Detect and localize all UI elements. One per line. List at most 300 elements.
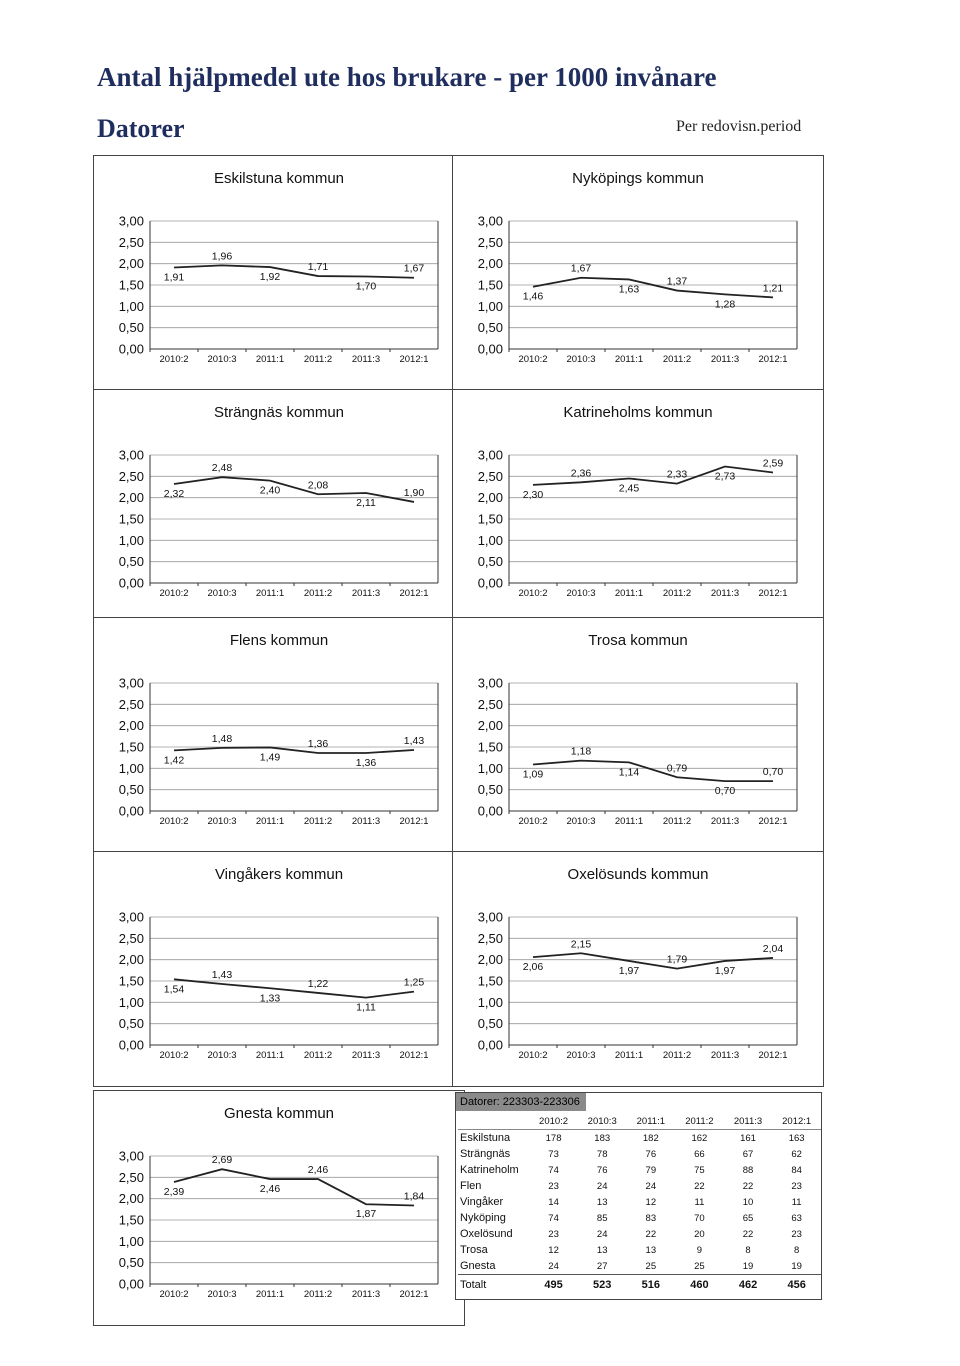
chart-title: Trosa kommun <box>588 632 688 649</box>
x-tick-label: 2011:3 <box>710 816 740 827</box>
table-header-row <box>458 1113 821 1130</box>
row-label: Flen <box>460 1180 482 1192</box>
table-header-blank <box>458 1113 529 1130</box>
data-label: 1,14 <box>618 766 640 779</box>
y-tick-label: 0,00 <box>118 341 144 357</box>
table-title: Datorer: 223303-223306 <box>456 1093 586 1111</box>
x-tick-label: 2011:3 <box>351 1050 381 1061</box>
chart-title: Gnesta kommun <box>223 1105 335 1122</box>
table-cell: 27 <box>596 1260 608 1272</box>
data-label: 1,22 <box>307 977 329 990</box>
table-cell: 19 <box>791 1260 802 1272</box>
y-tick-label: 0,50 <box>477 782 503 798</box>
table-cell: 73 <box>548 1148 559 1160</box>
data-label: 2,39 <box>163 1186 185 1199</box>
x-tick-label: 2011:1 <box>614 816 644 827</box>
data-label: 1,87 <box>355 1208 377 1221</box>
y-tick-label: 0,00 <box>118 803 144 819</box>
y-tick-label: 3,00 <box>477 909 503 925</box>
row-label: Eskilstuna <box>460 1132 511 1144</box>
x-tick-label: 2011:2 <box>662 816 692 827</box>
table-column-header: 2012:1 <box>772 1113 821 1130</box>
y-tick-label: 2,00 <box>118 718 144 734</box>
table-cell: 11 <box>694 1196 705 1208</box>
y-tick-label: 2,50 <box>477 468 503 484</box>
y-tick-label: 3,00 <box>477 213 503 229</box>
page-title: Antal hjälpmedel ute hos brukare - per 1000 invånare <box>97 62 717 92</box>
row-label: Katrineholm <box>460 1164 519 1176</box>
table-cell: 13 <box>596 1196 608 1208</box>
chart-svg <box>453 618 825 854</box>
table-cell: 23 <box>791 1180 802 1192</box>
x-tick-label: 2010:2 <box>518 1050 548 1061</box>
table-cell: 20 <box>694 1228 705 1240</box>
y-tick-label: 0,50 <box>477 554 503 570</box>
data-label: 1,90 <box>403 486 425 499</box>
table-cell: 516 <box>627 1275 676 1296</box>
y-tick-label: 2,50 <box>118 234 144 250</box>
data-label: 1,36 <box>307 737 329 750</box>
y-tick-label: 3,00 <box>118 675 144 691</box>
x-tick-label: 2010:3 <box>566 816 596 827</box>
x-tick-label: 2010:3 <box>207 1050 237 1061</box>
table-cell: 23 <box>548 1228 559 1240</box>
table-cell: 178 <box>545 1132 562 1144</box>
table-cell: 70 <box>694 1212 705 1224</box>
row-label: Oxelösund <box>460 1228 513 1240</box>
data-label: 2,45 <box>618 482 640 495</box>
y-tick-label: 1,50 <box>118 1212 144 1228</box>
data-label: 1,96 <box>211 250 233 263</box>
data-label: 2,32 <box>163 488 185 501</box>
data-label: 2,46 <box>259 1183 281 1196</box>
table-cell: 62 <box>791 1148 802 1160</box>
table-cell: 25 <box>694 1260 705 1272</box>
table-row <box>458 1242 821 1258</box>
x-tick-label: 2010:3 <box>566 588 596 599</box>
data-label: 2,06 <box>522 961 544 974</box>
chart-svg <box>94 390 466 626</box>
data-label: 1,21 <box>762 282 784 295</box>
table-cell: 462 <box>724 1275 773 1296</box>
y-tick-label: 1,00 <box>477 298 503 314</box>
row-label: Nyköping <box>460 1212 506 1224</box>
x-tick-label: 2012:1 <box>399 816 429 827</box>
data-label: 2,40 <box>259 484 281 497</box>
x-tick-label: 2012:1 <box>758 1050 788 1061</box>
x-tick-label: 2011:2 <box>662 588 692 599</box>
chart-title: Nyköpings kommun <box>572 170 704 187</box>
series-line <box>533 953 773 968</box>
y-tick-label: 1,50 <box>477 739 503 755</box>
table-cell: 78 <box>596 1148 608 1160</box>
table-cell: 22 <box>645 1228 657 1240</box>
y-tick-label: 2,50 <box>118 930 144 946</box>
x-tick-label: 2010:3 <box>207 354 237 365</box>
x-tick-label: 2011:3 <box>351 354 381 365</box>
table-row <box>458 1162 821 1178</box>
y-tick-label: 0,00 <box>477 1037 503 1053</box>
row-label: Trosa <box>460 1244 488 1256</box>
y-tick-label: 3,00 <box>118 1148 144 1164</box>
table-cell: 67 <box>742 1148 754 1160</box>
x-tick-label: 2012:1 <box>399 1050 429 1061</box>
table-cell: 24 <box>645 1180 657 1192</box>
table-cell: 9 <box>696 1244 703 1256</box>
table-cell: 25 <box>645 1260 657 1272</box>
chart-title: Eskilstuna kommun <box>213 170 345 187</box>
y-tick-label: 2,00 <box>477 952 503 968</box>
chart-panel-trosa <box>452 617 824 853</box>
x-tick-label: 2011:1 <box>255 816 285 827</box>
x-tick-label: 2011:2 <box>303 1289 333 1300</box>
x-tick-label: 2011:2 <box>662 354 692 365</box>
table-cell: 183 <box>594 1132 611 1144</box>
chart-panel-oxelosund <box>452 851 824 1087</box>
chart-svg <box>453 852 825 1088</box>
x-tick-label: 2011:3 <box>351 1289 381 1300</box>
chart-title: Vingåkers kommun <box>214 866 344 883</box>
x-tick-label: 2012:1 <box>758 816 788 827</box>
data-label: 1,46 <box>522 290 544 303</box>
data-label: 2,04 <box>762 942 784 955</box>
data-label: 1,09 <box>522 768 544 781</box>
table-cell: 13 <box>596 1244 608 1256</box>
data-label: 2,08 <box>307 479 329 492</box>
table-column-header: 2011:3 <box>724 1113 773 1130</box>
chart-panel-strangnas <box>93 389 465 625</box>
y-tick-label: 3,00 <box>477 447 503 463</box>
x-tick-label: 2011:3 <box>710 354 740 365</box>
y-tick-label: 1,00 <box>477 760 503 776</box>
data-label: 1,33 <box>259 992 281 1005</box>
y-tick-label: 3,00 <box>118 447 144 463</box>
data-label: 2,36 <box>570 467 592 480</box>
data-label: 1,28 <box>714 298 736 311</box>
data-label: 1,42 <box>163 754 185 767</box>
data-label: 1,92 <box>259 271 281 284</box>
y-tick-label: 1,50 <box>118 277 144 293</box>
table-cell: 24 <box>548 1260 559 1272</box>
x-tick-label: 2011:3 <box>710 588 740 599</box>
period-label: Per redovisn.period <box>676 118 802 135</box>
x-tick-label: 2010:3 <box>207 588 237 599</box>
y-tick-label: 2,50 <box>477 696 503 712</box>
table-row <box>458 1130 821 1147</box>
x-tick-label: 2011:2 <box>303 354 333 365</box>
chart-panel-eskilstuna <box>93 155 465 391</box>
x-tick-label: 2011:3 <box>351 588 381 599</box>
x-tick-label: 2011:1 <box>614 354 644 365</box>
x-tick-label: 2011:1 <box>255 1289 285 1300</box>
table-cell: 10 <box>742 1196 754 1208</box>
data-label: 1,63 <box>618 283 640 296</box>
x-tick-label: 2010:3 <box>207 1289 237 1300</box>
y-tick-label: 0,00 <box>477 575 503 591</box>
series-line <box>174 979 414 997</box>
table-cell: 456 <box>772 1275 821 1296</box>
table-cell: 79 <box>645 1164 657 1176</box>
table-cell: 24 <box>596 1228 608 1240</box>
table-cell: 23 <box>791 1228 802 1240</box>
data-label: 1,97 <box>618 964 640 977</box>
chart-svg <box>453 156 825 392</box>
data-label: 0,79 <box>666 762 688 775</box>
table-column-header: 2011:2 <box>675 1113 724 1130</box>
data-label: 1,70 <box>355 280 377 293</box>
data-label: 1,43 <box>211 968 233 981</box>
table-cell: 74 <box>548 1164 559 1176</box>
x-tick-label: 2011:1 <box>255 588 285 599</box>
y-tick-label: 0,50 <box>118 1016 144 1032</box>
chart-title: Oxelösunds kommun <box>567 866 709 883</box>
table-cell: 85 <box>596 1212 608 1224</box>
y-tick-label: 3,00 <box>118 213 144 229</box>
table-cell: 24 <box>596 1180 608 1192</box>
x-tick-label: 2010:2 <box>518 588 548 599</box>
chart-panel-nykoping <box>452 155 824 391</box>
table-cell: 8 <box>794 1244 800 1256</box>
table-row <box>458 1194 821 1210</box>
x-tick-label: 2010:2 <box>159 588 189 599</box>
data-table-panel <box>455 1092 822 1300</box>
table-cell: 460 <box>675 1275 724 1296</box>
table-cell: 76 <box>596 1164 608 1176</box>
table-cell: 162 <box>691 1132 708 1144</box>
y-tick-label: 0,50 <box>477 320 503 336</box>
chart-title: Flens kommun <box>229 632 329 649</box>
data-label: 2,46 <box>307 1164 329 1177</box>
data-label: 2,48 <box>211 462 233 475</box>
chart-title: Katrineholms kommun <box>563 404 713 421</box>
data-label: 2,33 <box>666 468 688 481</box>
row-label: Gnesta <box>460 1260 496 1272</box>
y-tick-label: 2,50 <box>477 234 503 250</box>
x-tick-label: 2011:1 <box>614 1050 644 1061</box>
y-tick-label: 1,50 <box>477 277 503 293</box>
y-tick-label: 1,00 <box>118 298 144 314</box>
chart-svg <box>94 156 466 392</box>
table-cell: 88 <box>742 1164 754 1176</box>
y-tick-label: 2,50 <box>118 1169 144 1185</box>
table-total-row <box>458 1275 821 1296</box>
x-tick-label: 2010:3 <box>566 354 596 365</box>
data-label: 1,67 <box>570 262 592 275</box>
x-tick-label: 2011:2 <box>303 588 333 599</box>
table-cell: 12 <box>645 1196 657 1208</box>
data-label: 2,11 <box>356 496 376 509</box>
y-tick-label: 0,50 <box>477 1016 503 1032</box>
series-line <box>174 265 414 277</box>
y-tick-label: 0,00 <box>118 1276 144 1292</box>
data-label: 1,49 <box>259 751 281 764</box>
x-tick-label: 2010:2 <box>159 816 189 827</box>
y-tick-label: 2,50 <box>477 930 503 946</box>
table-cell: 11 <box>791 1196 802 1208</box>
y-tick-label: 1,00 <box>477 532 503 548</box>
table-cell: 23 <box>548 1180 559 1192</box>
data-label: 2,69 <box>211 1154 233 1167</box>
table-column-header: 2011:1 <box>627 1113 676 1130</box>
x-tick-label: 2010:2 <box>159 1289 189 1300</box>
series-line <box>174 747 414 753</box>
y-tick-label: 1,00 <box>118 994 144 1010</box>
series-line <box>533 275 773 298</box>
chart-panel-gnesta <box>93 1090 465 1326</box>
table-cell: 161 <box>740 1132 756 1144</box>
table-cell: 22 <box>742 1228 754 1240</box>
y-tick-label: 2,00 <box>118 490 144 506</box>
y-tick-label: 1,50 <box>477 511 503 527</box>
table-cell: 22 <box>694 1180 705 1192</box>
y-tick-label: 1,50 <box>118 973 144 989</box>
y-tick-label: 0,00 <box>477 803 503 819</box>
table-column-header: 2010:3 <box>578 1113 627 1130</box>
row-label: Totalt <box>458 1275 529 1296</box>
table-row <box>458 1178 821 1194</box>
y-tick-label: 0,50 <box>118 1255 144 1271</box>
y-tick-label: 2,50 <box>118 696 144 712</box>
data-label: 1,11 <box>356 1001 376 1014</box>
table-column-header: 2010:2 <box>529 1113 578 1130</box>
data-label: 0,70 <box>714 785 736 798</box>
x-tick-label: 2010:2 <box>518 816 548 827</box>
x-tick-label: 2011:3 <box>710 1050 740 1061</box>
data-label: 2,15 <box>570 938 592 951</box>
y-tick-label: 0,50 <box>118 320 144 336</box>
data-label: 1,91 <box>163 271 185 284</box>
table-cell: 495 <box>529 1275 578 1296</box>
x-tick-label: 2010:3 <box>207 816 237 827</box>
x-tick-label: 2012:1 <box>399 1289 429 1300</box>
chart-svg <box>94 1091 466 1327</box>
table-cell: 83 <box>645 1212 657 1224</box>
chart-title: Strängnäs kommun <box>213 404 345 421</box>
data-label: 1,97 <box>714 964 736 977</box>
x-tick-label: 2011:3 <box>351 816 381 827</box>
x-tick-label: 2011:2 <box>303 1050 333 1061</box>
y-tick-label: 1,50 <box>118 739 144 755</box>
series-line <box>174 477 414 502</box>
y-tick-label: 1,00 <box>118 532 144 548</box>
chart-svg <box>94 852 466 1088</box>
table-cell: 75 <box>694 1164 705 1176</box>
y-tick-label: 0,00 <box>477 341 503 357</box>
table-cell: 66 <box>694 1148 705 1160</box>
y-tick-label: 2,50 <box>118 468 144 484</box>
y-tick-label: 2,00 <box>118 952 144 968</box>
y-tick-label: 1,00 <box>477 994 503 1010</box>
chart-svg <box>94 618 466 854</box>
table-cell: 12 <box>548 1244 559 1256</box>
y-tick-label: 1,00 <box>118 1233 144 1249</box>
table-row <box>458 1146 821 1162</box>
y-tick-label: 0,00 <box>118 575 144 591</box>
table-row <box>458 1258 821 1275</box>
x-tick-label: 2012:1 <box>758 354 788 365</box>
table-cell: 13 <box>645 1244 657 1256</box>
data-label: 1,25 <box>403 976 425 989</box>
row-label: Vingåker <box>460 1196 504 1208</box>
data-label: 1,84 <box>403 1190 425 1203</box>
y-tick-label: 0,50 <box>118 782 144 798</box>
page-subtitle: Datorer <box>97 114 185 143</box>
data-label: 1,43 <box>403 734 425 747</box>
x-tick-label: 2011:1 <box>255 1050 285 1061</box>
table-cell: 8 <box>745 1244 751 1256</box>
data-label: 0,70 <box>762 766 784 779</box>
y-tick-label: 2,00 <box>477 256 503 272</box>
x-tick-label: 2011:2 <box>303 816 333 827</box>
series-line <box>174 1169 414 1205</box>
table-row <box>458 1210 821 1226</box>
chart-panel-vingaker <box>93 851 465 1087</box>
x-tick-label: 2011:2 <box>662 1050 692 1061</box>
row-label: Strängnäs <box>460 1148 511 1160</box>
data-label: 2,59 <box>762 457 784 470</box>
table-cell: 14 <box>548 1196 559 1208</box>
y-tick-label: 1,50 <box>118 511 144 527</box>
data-label: 1,67 <box>403 262 425 275</box>
data-label: 1,54 <box>163 983 185 996</box>
table-cell: 65 <box>742 1212 754 1224</box>
x-tick-label: 2010:2 <box>159 354 189 365</box>
chart-panel-flen <box>93 617 465 853</box>
series-line <box>533 761 773 781</box>
table-cell: 63 <box>791 1212 802 1224</box>
y-tick-label: 0,00 <box>118 1037 144 1053</box>
x-tick-label: 2010:3 <box>566 1050 596 1061</box>
data-table <box>458 1113 821 1295</box>
x-tick-label: 2012:1 <box>758 588 788 599</box>
series-line <box>533 467 773 485</box>
data-label: 2,30 <box>522 488 544 501</box>
x-tick-label: 2012:1 <box>399 354 429 365</box>
y-tick-label: 1,50 <box>477 973 503 989</box>
chart-svg <box>453 390 825 626</box>
data-label: 1,79 <box>666 953 688 966</box>
x-tick-label: 2010:2 <box>159 1050 189 1061</box>
table-cell: 22 <box>742 1180 754 1192</box>
y-tick-label: 0,50 <box>118 554 144 570</box>
table-cell: 163 <box>788 1132 805 1144</box>
chart-panel-katrineholm <box>452 389 824 625</box>
x-tick-label: 2010:2 <box>518 354 548 365</box>
table-row <box>458 1226 821 1242</box>
table-cell: 19 <box>742 1260 754 1272</box>
data-label: 1,18 <box>570 745 592 758</box>
y-tick-label: 2,00 <box>477 490 503 506</box>
y-tick-label: 2,00 <box>118 1191 144 1207</box>
table-cell: 76 <box>645 1148 657 1160</box>
y-tick-label: 2,00 <box>477 718 503 734</box>
x-tick-label: 2012:1 <box>399 588 429 599</box>
data-label: 2,73 <box>714 470 736 483</box>
table-cell: 523 <box>578 1275 627 1296</box>
x-tick-label: 2011:1 <box>255 354 285 365</box>
y-tick-label: 3,00 <box>118 909 144 925</box>
data-label: 1,36 <box>355 756 377 769</box>
y-tick-label: 2,00 <box>118 256 144 272</box>
data-label: 1,37 <box>666 275 688 288</box>
y-tick-label: 3,00 <box>477 675 503 691</box>
y-tick-label: 1,00 <box>118 760 144 776</box>
table-cell: 182 <box>642 1132 659 1144</box>
table-cell: 84 <box>791 1164 802 1176</box>
data-label: 1,71 <box>307 261 329 274</box>
x-tick-label: 2011:1 <box>614 588 644 599</box>
table-cell: 74 <box>548 1212 559 1224</box>
